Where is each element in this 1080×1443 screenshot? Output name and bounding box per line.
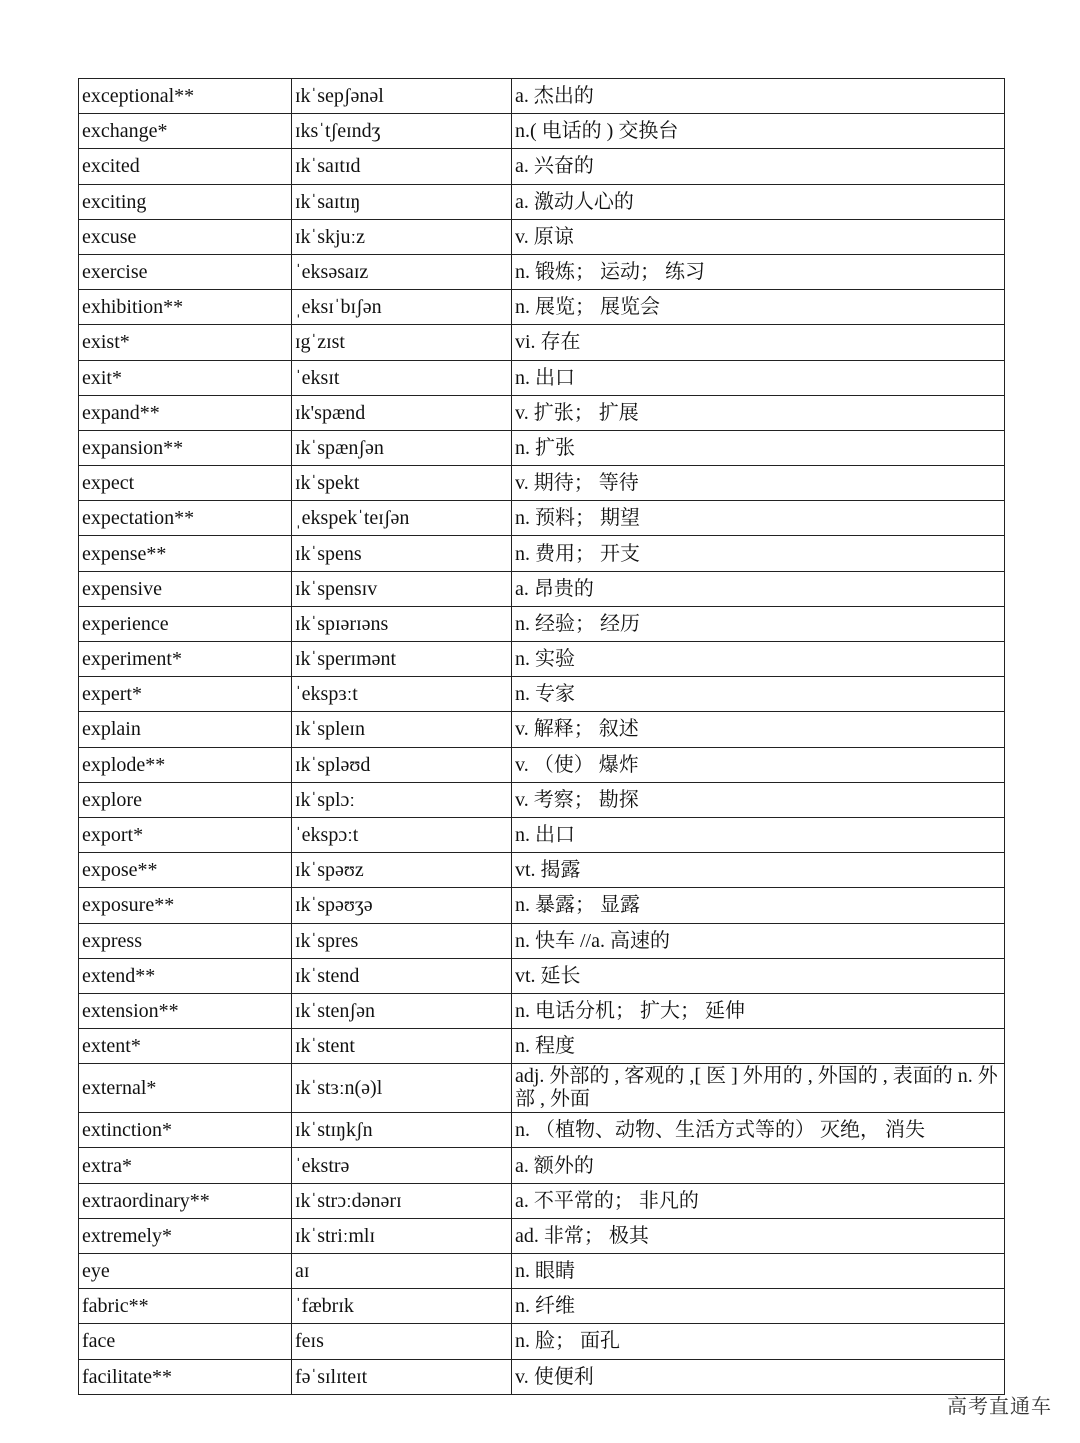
word-cell: extend** — [79, 958, 292, 993]
table-row — [79, 466, 1005, 501]
phonetic-cell: feɪs — [292, 1324, 512, 1359]
vocabulary-table-body — [79, 79, 1005, 1395]
word-cell: exceptional** — [79, 79, 292, 114]
word-cell: expectation** — [79, 501, 292, 536]
meaning-cell: vt. 揭露 — [512, 853, 1005, 888]
table-row — [79, 219, 1005, 254]
phonetic-cell: ɪkˈspekt — [292, 466, 512, 501]
table-row — [79, 254, 1005, 289]
meaning-cell: a. 杰出的 — [512, 79, 1005, 114]
meaning-cell: n. 专家 — [512, 677, 1005, 712]
table-row — [79, 1029, 1005, 1064]
meaning-cell: a. 不平常的； 非凡的 — [512, 1183, 1005, 1218]
phonetic-cell: ɪkˈstrɔːdənərɪ — [292, 1183, 512, 1218]
table-row — [79, 1064, 1005, 1113]
meaning-cell: n. 暴露； 显露 — [512, 888, 1005, 923]
table-row — [79, 817, 1005, 852]
table-row — [79, 993, 1005, 1028]
word-cell: exposure** — [79, 888, 292, 923]
word-cell: face — [79, 1324, 292, 1359]
table-row — [79, 1359, 1005, 1394]
table-row — [79, 79, 1005, 114]
word-cell: express — [79, 923, 292, 958]
word-cell: expect — [79, 466, 292, 501]
word-cell: fabric** — [79, 1289, 292, 1324]
meaning-cell: n. 费用； 开支 — [512, 536, 1005, 571]
table-row — [79, 149, 1005, 184]
word-cell: extinction* — [79, 1113, 292, 1148]
meaning-cell: n. 预料； 期望 — [512, 501, 1005, 536]
meaning-cell: ad. 非常； 极其 — [512, 1218, 1005, 1253]
phonetic-cell: ɪkˈstɪŋkʃn — [292, 1113, 512, 1148]
meaning-cell: n. 纤维 — [512, 1289, 1005, 1324]
table-row — [79, 1218, 1005, 1253]
phonetic-cell: ˈekstrə — [292, 1148, 512, 1183]
word-cell: exchange* — [79, 114, 292, 149]
word-cell: excited — [79, 149, 292, 184]
phonetic-cell: ˈeksɪt — [292, 360, 512, 395]
word-cell: expert* — [79, 677, 292, 712]
table-row — [79, 677, 1005, 712]
phonetic-cell: ɪkˈsplɔː — [292, 782, 512, 817]
phonetic-cell: ˌekspekˈteɪʃən — [292, 501, 512, 536]
word-cell: expansion** — [79, 430, 292, 465]
table-row — [79, 501, 1005, 536]
meaning-cell: n. 展览； 展览会 — [512, 290, 1005, 325]
word-cell: exhibition** — [79, 290, 292, 325]
meaning-cell: v. 原谅 — [512, 219, 1005, 254]
meaning-cell: a. 额外的 — [512, 1148, 1005, 1183]
table-row — [79, 571, 1005, 606]
phonetic-cell: ˈekspɜːt — [292, 677, 512, 712]
table-row — [79, 923, 1005, 958]
phonetic-cell: ˈfæbrɪk — [292, 1289, 512, 1324]
word-cell: extra* — [79, 1148, 292, 1183]
phonetic-cell: ɪksˈtʃeɪndʒ — [292, 114, 512, 149]
meaning-cell: a. 兴奋的 — [512, 149, 1005, 184]
vocabulary-table — [78, 78, 1005, 1395]
phonetic-cell: ɪkˈsperɪmənt — [292, 642, 512, 677]
word-cell: expand** — [79, 395, 292, 430]
phonetic-cell: ɪkˈspleɪn — [292, 712, 512, 747]
phonetic-cell: ɪkˈspensɪv — [292, 571, 512, 606]
table-row — [79, 1289, 1005, 1324]
meaning-cell: v. 解释； 叙述 — [512, 712, 1005, 747]
meaning-cell: n. 脸； 面孔 — [512, 1324, 1005, 1359]
meaning-cell: n. 出口 — [512, 817, 1005, 852]
word-cell: explain — [79, 712, 292, 747]
phonetic-cell: ɪgˈzɪst — [292, 325, 512, 360]
meaning-cell: a. 昂贵的 — [512, 571, 1005, 606]
meaning-cell: n. 扩张 — [512, 430, 1005, 465]
phonetic-cell: ɪkˈsepʃənəl — [292, 79, 512, 114]
phonetic-cell: ɪkˈsaɪtɪŋ — [292, 184, 512, 219]
word-cell: explore — [79, 782, 292, 817]
meaning-cell: n. 实验 — [512, 642, 1005, 677]
table-row — [79, 360, 1005, 395]
table-row — [79, 536, 1005, 571]
meaning-cell: n. 电话分机； 扩大； 延伸 — [512, 993, 1005, 1028]
table-row — [79, 888, 1005, 923]
word-cell: exist* — [79, 325, 292, 360]
phonetic-cell: ɪkˈstɜːn(ə)l — [292, 1064, 512, 1113]
meaning-cell: n. 程度 — [512, 1029, 1005, 1064]
table-row — [79, 606, 1005, 641]
meaning-cell: a. 激动人心的 — [512, 184, 1005, 219]
table-row — [79, 325, 1005, 360]
table-row — [79, 747, 1005, 782]
phonetic-cell: ɪk'spænd — [292, 395, 512, 430]
meaning-cell: n. 经验； 经历 — [512, 606, 1005, 641]
meaning-cell: n. 眼睛 — [512, 1254, 1005, 1289]
phonetic-cell: ɪkˈskjuːz — [292, 219, 512, 254]
phonetic-cell: ɪkˈstenʃən — [292, 993, 512, 1028]
phonetic-cell: ɪkˈspləʊd — [292, 747, 512, 782]
table-row — [79, 958, 1005, 993]
word-cell: explode** — [79, 747, 292, 782]
table-row — [79, 430, 1005, 465]
table-row — [79, 290, 1005, 325]
phonetic-cell: ɪkˈspænʃən — [292, 430, 512, 465]
word-cell: expense** — [79, 536, 292, 571]
phonetic-cell: ɪkˈstriːmlɪ — [292, 1218, 512, 1253]
word-cell: exit* — [79, 360, 292, 395]
table-row — [79, 642, 1005, 677]
phonetic-cell: ˌeksɪˈbɪʃən — [292, 290, 512, 325]
phonetic-cell: aɪ — [292, 1254, 512, 1289]
table-row — [79, 712, 1005, 747]
word-cell: experience — [79, 606, 292, 641]
meaning-cell: v. 考察； 勘探 — [512, 782, 1005, 817]
phonetic-cell: ɪkˈstend — [292, 958, 512, 993]
word-cell: export* — [79, 817, 292, 852]
word-cell: extremely* — [79, 1218, 292, 1253]
table-row — [79, 114, 1005, 149]
word-cell: exciting — [79, 184, 292, 219]
table-row — [79, 1254, 1005, 1289]
phonetic-cell: ɪkˈspəʊʒə — [292, 888, 512, 923]
phonetic-cell: ɪkˈspəʊz — [292, 853, 512, 888]
table-row — [79, 1113, 1005, 1148]
word-cell: facilitate** — [79, 1359, 292, 1394]
word-cell: eye — [79, 1254, 292, 1289]
word-cell: experiment* — [79, 642, 292, 677]
word-cell: external* — [79, 1064, 292, 1113]
phonetic-cell: ɪkˈspres — [292, 923, 512, 958]
meaning-cell: v. （使） 爆炸 — [512, 747, 1005, 782]
phonetic-cell: ˈekspɔːt — [292, 817, 512, 852]
meaning-cell: v. 期待； 等待 — [512, 466, 1005, 501]
phonetic-cell: ɪkˈstent — [292, 1029, 512, 1064]
meaning-cell: n. （植物、动物、生活方式等的） 灭绝， 消失 — [512, 1113, 1005, 1148]
word-cell: exercise — [79, 254, 292, 289]
meaning-cell: vt. 延长 — [512, 958, 1005, 993]
table-row — [79, 395, 1005, 430]
phonetic-cell: ɪkˈspɪərɪəns — [292, 606, 512, 641]
table-row — [79, 853, 1005, 888]
watermark: 高考直通车 — [947, 1394, 1052, 1418]
phonetic-cell: ɪkˈsaɪtɪd — [292, 149, 512, 184]
word-cell: extension** — [79, 993, 292, 1028]
meaning-cell: v. 扩张； 扩展 — [512, 395, 1005, 430]
word-cell: expensive — [79, 571, 292, 606]
word-cell: excuse — [79, 219, 292, 254]
table-row — [79, 782, 1005, 817]
phonetic-cell: ˈeksəsaɪz — [292, 254, 512, 289]
meaning-cell: n.( 电话的 ) 交换台 — [512, 114, 1005, 149]
meaning-cell: vi. 存在 — [512, 325, 1005, 360]
word-cell: extraordinary** — [79, 1183, 292, 1218]
phonetic-cell: ɪkˈspens — [292, 536, 512, 571]
word-cell: extent* — [79, 1029, 292, 1064]
table-row — [79, 1183, 1005, 1218]
meaning-cell: n. 快车 //a. 高速的 — [512, 923, 1005, 958]
table-row — [79, 184, 1005, 219]
phonetic-cell: fəˈsɪlɪteɪt — [292, 1359, 512, 1394]
table-row — [79, 1148, 1005, 1183]
meaning-cell: v. 使便利 — [512, 1359, 1005, 1394]
table-row — [79, 1324, 1005, 1359]
meaning-cell: n. 锻炼； 运动； 练习 — [512, 254, 1005, 289]
word-cell: expose** — [79, 853, 292, 888]
meaning-cell: n. 出口 — [512, 360, 1005, 395]
meaning-cell: adj. 外部的 , 客观的 ,[ 医 ] 外用的 , 外国的 , 表面的 n. 外部 , 外面 — [512, 1064, 1005, 1113]
